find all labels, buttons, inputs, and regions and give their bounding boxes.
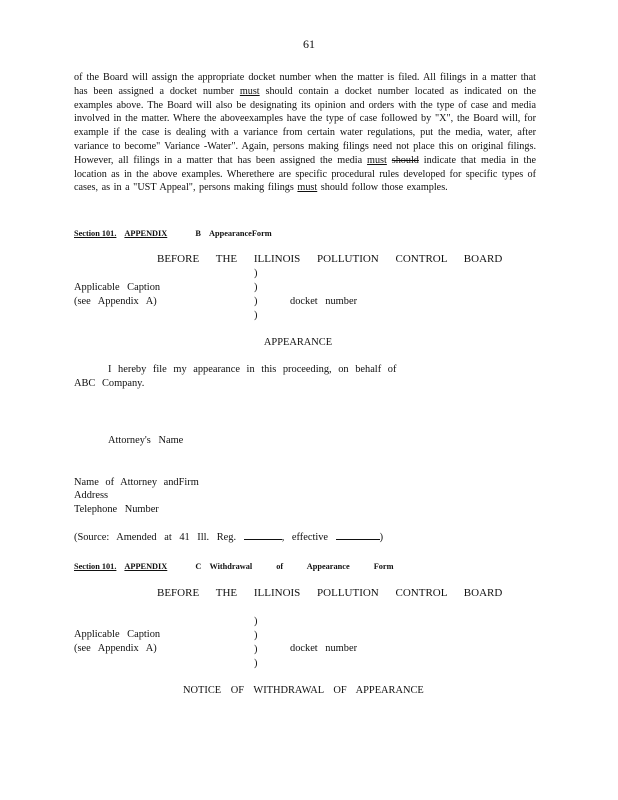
section-heading-appendix-b — [74, 229, 272, 238]
source-effective: , effective — [281, 532, 329, 543]
caption-appendix-ref: (see Appendix A) — [74, 296, 157, 307]
amended-insert-must: must — [297, 182, 318, 194]
intro-text-4: should follow those examples. — [317, 182, 448, 194]
caption-paren: ) — [254, 616, 258, 627]
appendix-label: APPENDIX — [124, 562, 168, 571]
amended-delete-should: should — [391, 154, 419, 166]
appendix-letter: C — [195, 562, 202, 571]
page-number: 61 — [303, 37, 315, 51]
appendix-title: Withdrawal of Appearance Form — [209, 562, 394, 571]
appendix-letter: B — [195, 229, 201, 238]
intro-text-1: of the Board will assign the appropriate docket number when the matter is filed. All filings in a matter that has been assigned a docket number — [74, 72, 536, 97]
attorney-name: Attorney's Name — [108, 435, 184, 446]
amended-insert-must: must — [367, 154, 387, 166]
section-heading-appendix-c — [74, 562, 394, 571]
section-label: Section 101. — [74, 229, 117, 238]
intro-text-3: indicate that media in the location as in the above examples. Wherethere are specific procedural rules developed for specific types of cases, as in a "UST Appeal", persons making filings — [74, 154, 537, 194]
caption-label: Applicable Caption — [74, 629, 161, 640]
caption-paren: ) — [254, 310, 258, 321]
caption-paren: ) — [254, 644, 258, 655]
withdrawal-heading: NOTICE OF WITHDRAWAL OF APPEARANCE — [183, 685, 424, 696]
intro-paragraph — [74, 71, 536, 195]
caption-paren: ) — [254, 282, 258, 293]
section-label: Section 101. — [74, 562, 117, 571]
caption-label: Applicable Caption — [74, 282, 161, 293]
caption-paren: ) — [254, 658, 258, 669]
company-name: ABC Company. — [74, 378, 145, 389]
caption-paren: ) — [254, 630, 258, 641]
appendix-label: APPENDIX — [124, 229, 168, 238]
board-header: BEFORE THE ILLINOIS POLLUTION CONTROL BOARD — [157, 587, 503, 599]
appearance-heading: APPEARANCE — [263, 337, 333, 348]
docket-number: docket number — [290, 296, 358, 307]
attorney-telephone: Telephone Number — [74, 504, 159, 515]
caption-paren: ) — [254, 296, 258, 307]
attorney-firm: Name of Attorney andFirm — [74, 477, 199, 488]
caption-appendix-ref: (see Appendix A) — [74, 643, 157, 654]
effective-date-blank — [336, 538, 380, 540]
appendix-title: AppearanceForm — [208, 229, 272, 238]
source-prefix: (Source: Amended at 41 Ill. Reg. — [74, 532, 237, 543]
source-note — [74, 532, 383, 543]
amended-insert-must: must — [239, 85, 260, 97]
register-blank — [244, 538, 282, 540]
caption-paren: ) — [254, 268, 258, 279]
source-close: ) — [379, 532, 384, 543]
board-header: BEFORE THE ILLINOIS POLLUTION CONTROL BOARD — [157, 253, 503, 265]
attorney-address: Address — [74, 490, 109, 501]
intro-text-2: should contain a docket number located as indicated on the examples above. The Board will also be designating its opinion and orders with the type of case and media involved in the matter. Where the aboveexamples have the type of case followed by "X", the Board will, for example if the case is dealing with a variance from certain water regulations, put the media, water, after variance to become" Variance -Water". Again, persons making filings need not place this on original filings. However, all filings in a matter that has been assigned the media — [74, 85, 536, 166]
appearance-statement: I hereby file my appearance in this proceeding, on behalf of — [108, 364, 397, 375]
docket-number: docket number — [290, 643, 358, 654]
